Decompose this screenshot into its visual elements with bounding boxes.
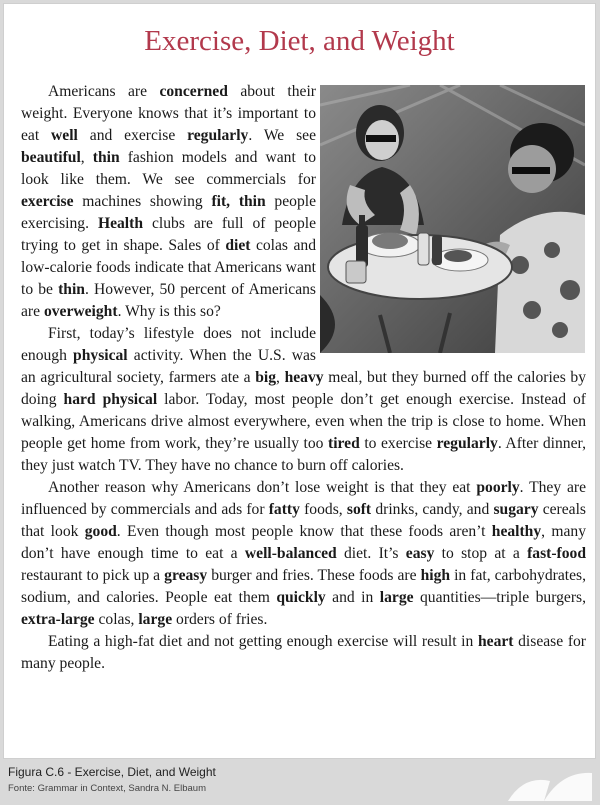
text-run: and in <box>325 589 380 606</box>
vocabulary-word: greasy <box>164 567 208 584</box>
page-title: Exercise, Diet, and Weight <box>144 25 455 57</box>
text-run: people exercising. <box>21 193 317 232</box>
text-run: quantities—triple burgers, <box>413 589 586 606</box>
vocabulary-word: hard physical <box>63 391 158 408</box>
vocabulary-word: quickly <box>276 589 326 606</box>
vocabulary-word: well <box>51 127 78 144</box>
vocabulary-word: fit, thin <box>211 193 266 210</box>
vocabulary-word: concerned <box>159 83 228 100</box>
text-run: disease for many people. <box>21 633 587 672</box>
text-run: cereals that look <box>21 501 586 540</box>
text-run: restaurant to pick up a <box>21 567 165 584</box>
text-run: to stop at a <box>434 545 528 562</box>
vocabulary-word: large <box>138 611 173 628</box>
text-run: and exercise <box>77 127 188 144</box>
text-run: , <box>276 369 285 386</box>
text-run: . We see <box>248 127 316 144</box>
text-run: . Even though most people know that these foods aren’t <box>116 523 492 540</box>
vocabulary-word: soft <box>346 501 372 518</box>
figure-caption <box>0 759 600 805</box>
text-run: colas and low-calorie foods indicate that Americans want to be <box>21 237 316 298</box>
text-run: Americans are <box>48 83 160 100</box>
text-run: about their weight. Everyone knows that it’s important to eat <box>21 83 316 144</box>
vocabulary-word: fast-food <box>527 545 586 562</box>
vocabulary-word: thin <box>58 281 85 298</box>
vocabulary-word: easy <box>405 545 435 562</box>
vocabulary-word: well-balanced <box>244 545 337 562</box>
vocabulary-word: overweight <box>43 303 118 320</box>
text-run: labor. Today, most people don’t get enough exercise. Instead of walking, Americans drive almost everywhere, even when the trip is close to home. When people get home from work, they’re usually too <box>21 391 586 452</box>
text-run: drinks, candy, and <box>371 501 494 518</box>
text-run: in fat, carbohydrates, sodium, and calories. People eat them <box>21 567 586 606</box>
vocabulary-word: thin <box>92 149 120 166</box>
article-body <box>21 81 586 675</box>
text-run: , <box>80 149 93 166</box>
vocabulary-word: fatty <box>268 501 300 518</box>
vocabulary-word: sugary <box>493 501 539 518</box>
vocabulary-word: regularly <box>436 435 498 452</box>
text-run: , many don’t have enough time to eat a <box>21 523 587 562</box>
book-page <box>3 3 596 759</box>
vocabulary-word: regularly <box>187 127 249 144</box>
text-run: . However, 50 percent of Americans are <box>21 281 316 320</box>
text-run: orders of fries. <box>172 611 268 628</box>
vocabulary-word: good <box>84 523 117 540</box>
text-run: Another reason why Americans don’t lose weight is that they eat <box>48 479 477 496</box>
vocabulary-word: poorly <box>476 479 520 496</box>
vocabulary-word: physical <box>73 347 128 364</box>
paragraph <box>21 477 586 631</box>
vocabulary-word: tired <box>328 435 360 452</box>
text-run: Eating a high-fat diet and not getting enough exercise will result in <box>48 633 478 650</box>
text-run: foods, <box>299 501 347 518</box>
text-run: activity. When the U.S. was an agricultural society, farmers ate a <box>21 347 316 386</box>
vocabulary-word: big <box>255 369 277 386</box>
text-run: . After dinner, they just watch TV. They have no chance to burn off calories. <box>21 435 586 474</box>
vocabulary-word: Health <box>97 215 143 232</box>
text-run: clubs are full of people trying to get in shape. Sales of <box>21 215 316 254</box>
vocabulary-word: heavy <box>284 369 324 386</box>
vocabulary-word: healthy <box>491 523 542 540</box>
text-run: diet. It’s <box>336 545 406 562</box>
vocabulary-word: high <box>420 567 451 584</box>
caption-title: Figura C.6 - Exercise, Diet, and Weight <box>8 765 216 779</box>
vocabulary-word: extra-large <box>21 611 95 628</box>
caption-source: Fonte: Grammar in Context, Sandra N. Elbaum <box>8 783 206 794</box>
vocabulary-word: heart <box>477 633 514 650</box>
vocabulary-word: beautiful <box>21 149 81 166</box>
text-run: burger and fries. These foods are <box>207 567 421 584</box>
vocabulary-word: exercise <box>21 193 74 210</box>
vocabulary-word: large <box>379 589 414 606</box>
text-run: machines showing <box>73 193 212 210</box>
page-curl-decoration <box>504 765 596 803</box>
text-run: First, today’s lifestyle does not include enough <box>21 325 316 364</box>
text-run: meal, but they burned off the calories by doing <box>21 369 587 408</box>
text-run: . They are influenced by commercials and ads for <box>21 479 586 518</box>
text-run: colas, <box>94 611 139 628</box>
vocabulary-word: diet <box>225 237 251 254</box>
text-run: fashion models and want to look like them. We see commercials for <box>21 149 316 188</box>
text-run: to exercise <box>359 435 437 452</box>
paragraph <box>21 631 586 675</box>
text-run: . Why is this so? <box>117 303 221 320</box>
